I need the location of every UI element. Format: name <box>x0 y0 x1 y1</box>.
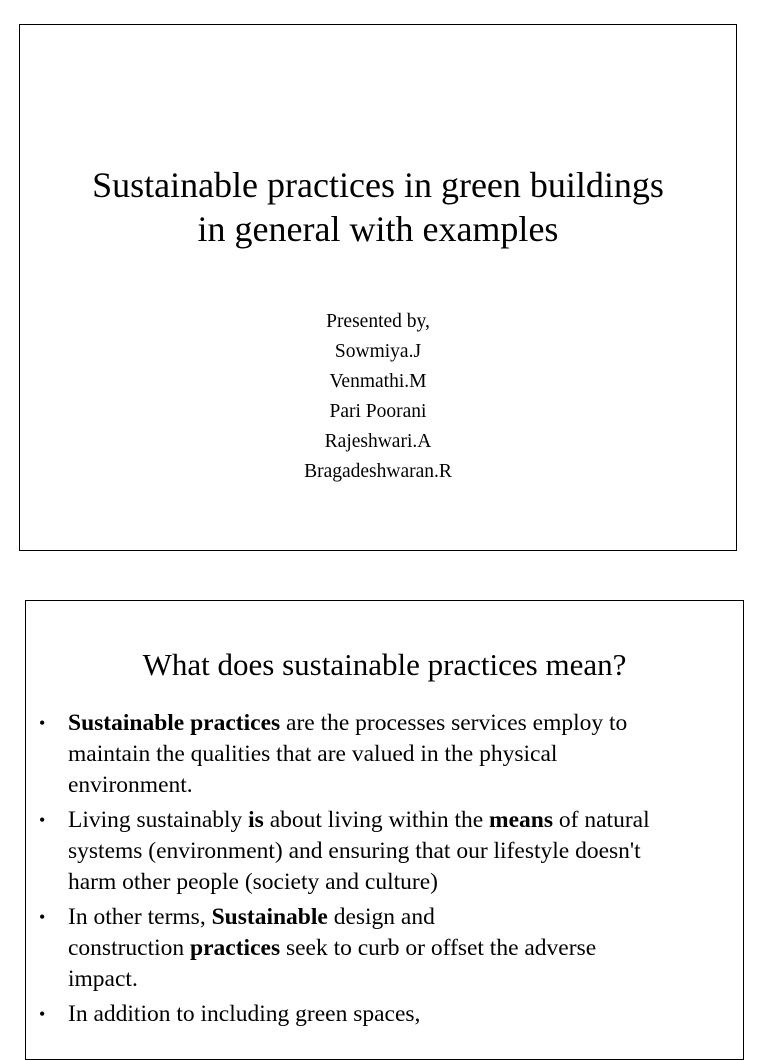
bullet-text: construction <box>68 935 191 961</box>
presenter-name: Venmathi.M <box>329 371 427 392</box>
bullet-text: seek to curb or offset the adverse <box>280 935 597 961</box>
presented-by-label: Presented by, <box>326 311 430 332</box>
bullet-line <box>68 933 713 964</box>
bullet-text: are the processes services employ to <box>280 710 628 736</box>
bullet-line <box>68 902 713 933</box>
bullet-line: In addition to including green spaces, <box>68 1001 421 1027</box>
bullet-icon: • <box>39 1004 46 1024</box>
bullet-line: harm other people (society and culture) <box>68 869 438 895</box>
bullet-line <box>68 805 713 836</box>
bullet-text: about living within the <box>263 807 490 833</box>
bold-term: Sustainable practices <box>68 710 281 736</box>
bullet-icon: • <box>39 907 46 927</box>
bullet-item <box>26 999 743 1030</box>
bullet-line <box>68 708 713 739</box>
bold-term: is <box>248 807 264 833</box>
bold-term: means <box>489 807 554 833</box>
presenter-name: Sowmiya.J <box>334 341 422 362</box>
presenter-name: Bragadeshwaran.R <box>304 461 452 482</box>
presenter-name: Pari Poorani <box>329 401 427 422</box>
slide-title-line-2: in general with examples <box>197 209 559 249</box>
content-slide <box>25 600 744 1060</box>
bold-term: Sustainable <box>211 904 328 930</box>
bullet-list <box>26 708 743 1034</box>
presenter-name: Rajeshwari.A <box>324 431 432 452</box>
bullet-item <box>26 805 743 898</box>
bullet-text: Living sustainably <box>68 807 249 833</box>
bold-term: practices <box>190 935 281 961</box>
bullet-item <box>26 708 743 801</box>
slide-title <box>20 163 736 251</box>
bullet-text: of natural <box>553 807 650 833</box>
bullet-line: maintain the qualities that are valued in the physical <box>68 741 558 767</box>
slide-heading: What does sustainable practices mean? <box>142 647 627 682</box>
title-slide <box>19 24 737 551</box>
bullet-item <box>26 902 743 995</box>
bullet-text: In other terms, <box>68 904 212 930</box>
bullet-line: impact. <box>68 966 138 992</box>
bullet-line: systems (environment) and ensuring that our lifestyle doesn't <box>68 838 641 864</box>
bullet-text: design and <box>327 904 435 930</box>
bullet-line: environment. <box>68 772 193 798</box>
bullet-icon: • <box>39 713 46 733</box>
bullet-icon: • <box>39 810 46 830</box>
presenters-block <box>20 307 736 487</box>
slide-title-line-1: Sustainable practices in green buildings <box>92 165 664 205</box>
